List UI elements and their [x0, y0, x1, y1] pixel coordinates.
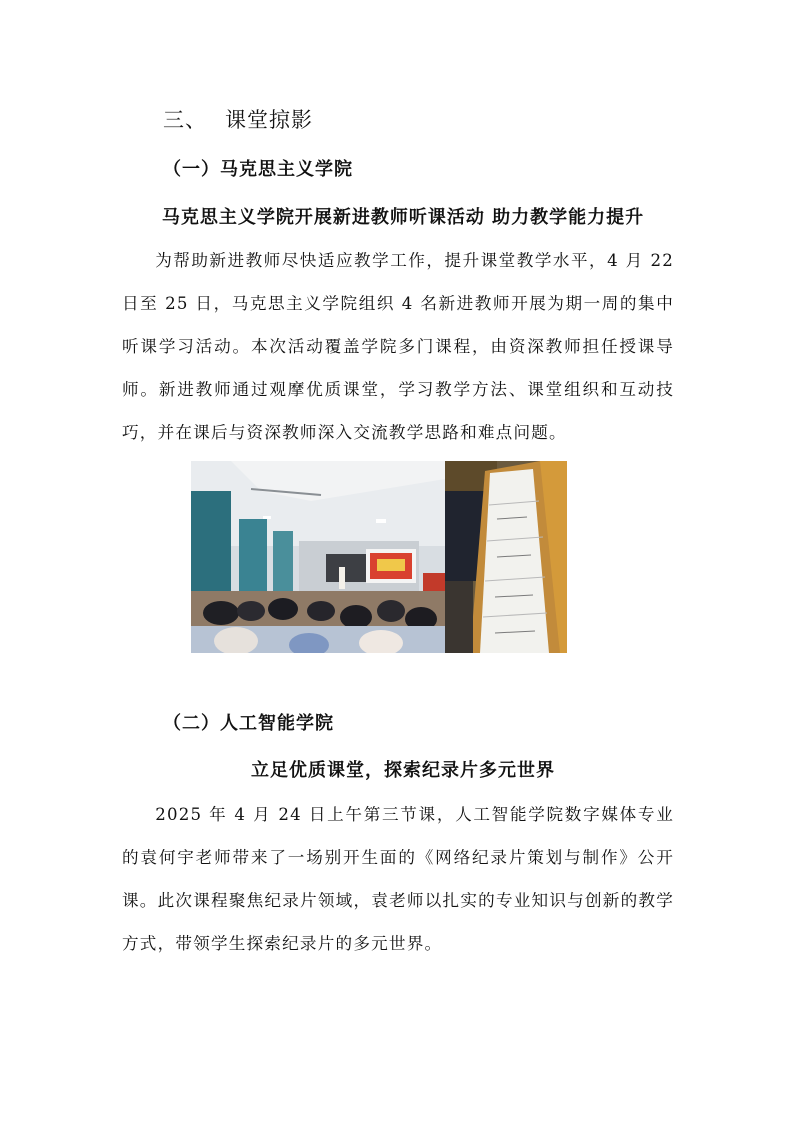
- classroom-photo: [191, 461, 445, 653]
- article-title-1: 马克思主义学院开展新进教师听课活动 助力教学能力提升: [161, 207, 645, 228]
- subsection-heading-1: （一）马克思主义学院: [163, 159, 353, 180]
- article-body-2: 2025 年 4 月 24 日上午第三节课，人工智能学院数字媒体专业的袁何宇老师带来了一场别开生面的《网络纪录片策划与制作》公开课。此次课程聚焦纪录片领域，袁老师以扎实的专业知识与创新的教学方式，带领学生探索纪录片的多元世界。: [122, 805, 674, 953]
- section-title: 课堂掠影: [225, 108, 313, 132]
- article-body-1: 为帮助新进教师尽快适应教学工作，提升课堂教学水平，4 月 22 日至 25 日，马克思主义学院组织 4 名新进教师开展为期一周的集中听课学习活动。本次活动覆盖学院多门课程，由资深教师担任授课导师。新进教师通过观摩优质课堂，学习教学方法、课堂组织和互动技巧，并在课后与资深教师深入交流教学思路和难点问题。: [122, 251, 674, 442]
- section-heading: [163, 104, 313, 134]
- section-number: 三、: [163, 108, 207, 132]
- subsection-heading-2: （二）人工智能学院: [163, 713, 334, 734]
- article-title-2: 立足优质课堂，探索纪录片多元世界: [251, 760, 555, 781]
- notebook-photo: [445, 461, 567, 653]
